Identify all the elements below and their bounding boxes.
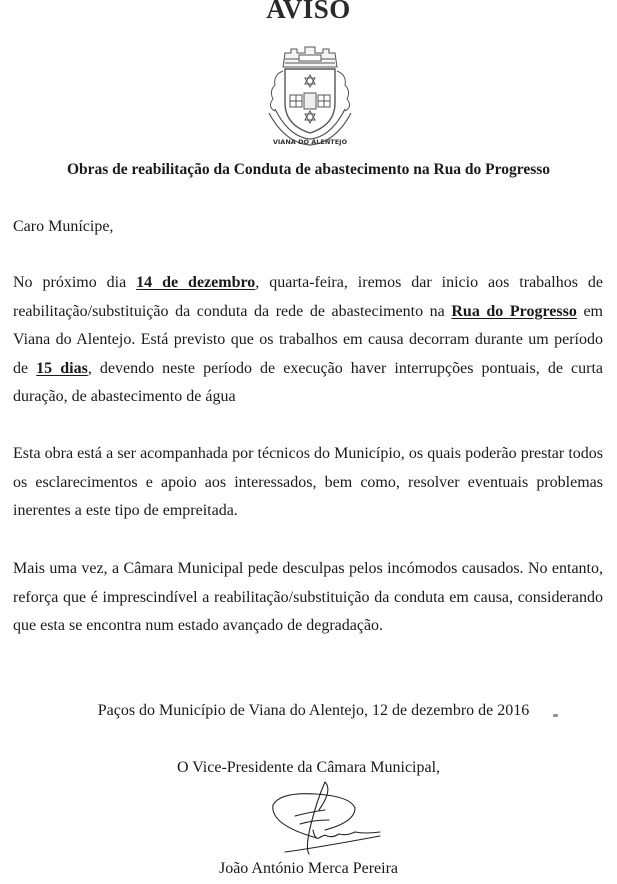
start-date: 14 de dezembro xyxy=(136,274,256,291)
municipal-coat-of-arms-icon xyxy=(255,45,365,150)
place-and-date: Paços do Município de Viana do Alentejo, 12 de dezembro de 2016 xyxy=(97,702,530,719)
crest-motto: VIANA DO ALENTEJO xyxy=(272,138,348,146)
paragraph-technical-support: Esta obra está a ser acompanhada por técnicos do Município, os quais poderão prestar todos os esclarecimentos e apoio aos interessados, bem como, resolver eventuais problemas inerentes a este tipo de empreitada. xyxy=(13,445,603,520)
paragraph-apology: Mais uma vez, a Câmara Municipal pede desculpas pelos incómodos causados. No entanto, reforça que é imprescindível a reabilitação/substituição da conduta em causa, considerando que esta se encontra num estado avançado de degradação. xyxy=(13,560,603,635)
signer-role: O Vice-Presidente da Câmara Municipal, xyxy=(176,759,441,776)
p1-text-1: No próximo dia xyxy=(13,274,137,291)
p1-text-3: em Viana do Alentejo. Está previsto que os trabalhos em causa decorram durante um período de xyxy=(13,302,603,377)
notice-title: AVISO xyxy=(266,0,351,24)
street-name: Rua do Progresso xyxy=(451,302,577,320)
notice-subject: Obras de reabilitação da Conduta de abastecimento na Rua do Progresso xyxy=(66,161,551,178)
signer-name: João António Merca Pereira xyxy=(218,860,399,877)
scan-speck xyxy=(553,714,558,717)
duration: 15 dias xyxy=(36,359,88,377)
salutation: Caro Munícipe, xyxy=(13,218,114,235)
p1-text-2: , quarta-feira, iremos dar inicio aos trabalhos de reabilitação/substituição da conduta da rede de abastecimento na xyxy=(13,274,603,320)
handwritten-signature-icon xyxy=(255,780,405,860)
p1-text-4: , devendo neste período de execução haver interrupções pontuais, de curta duração, de abastecimento de água xyxy=(13,359,603,406)
paragraph-work-schedule xyxy=(13,269,603,412)
